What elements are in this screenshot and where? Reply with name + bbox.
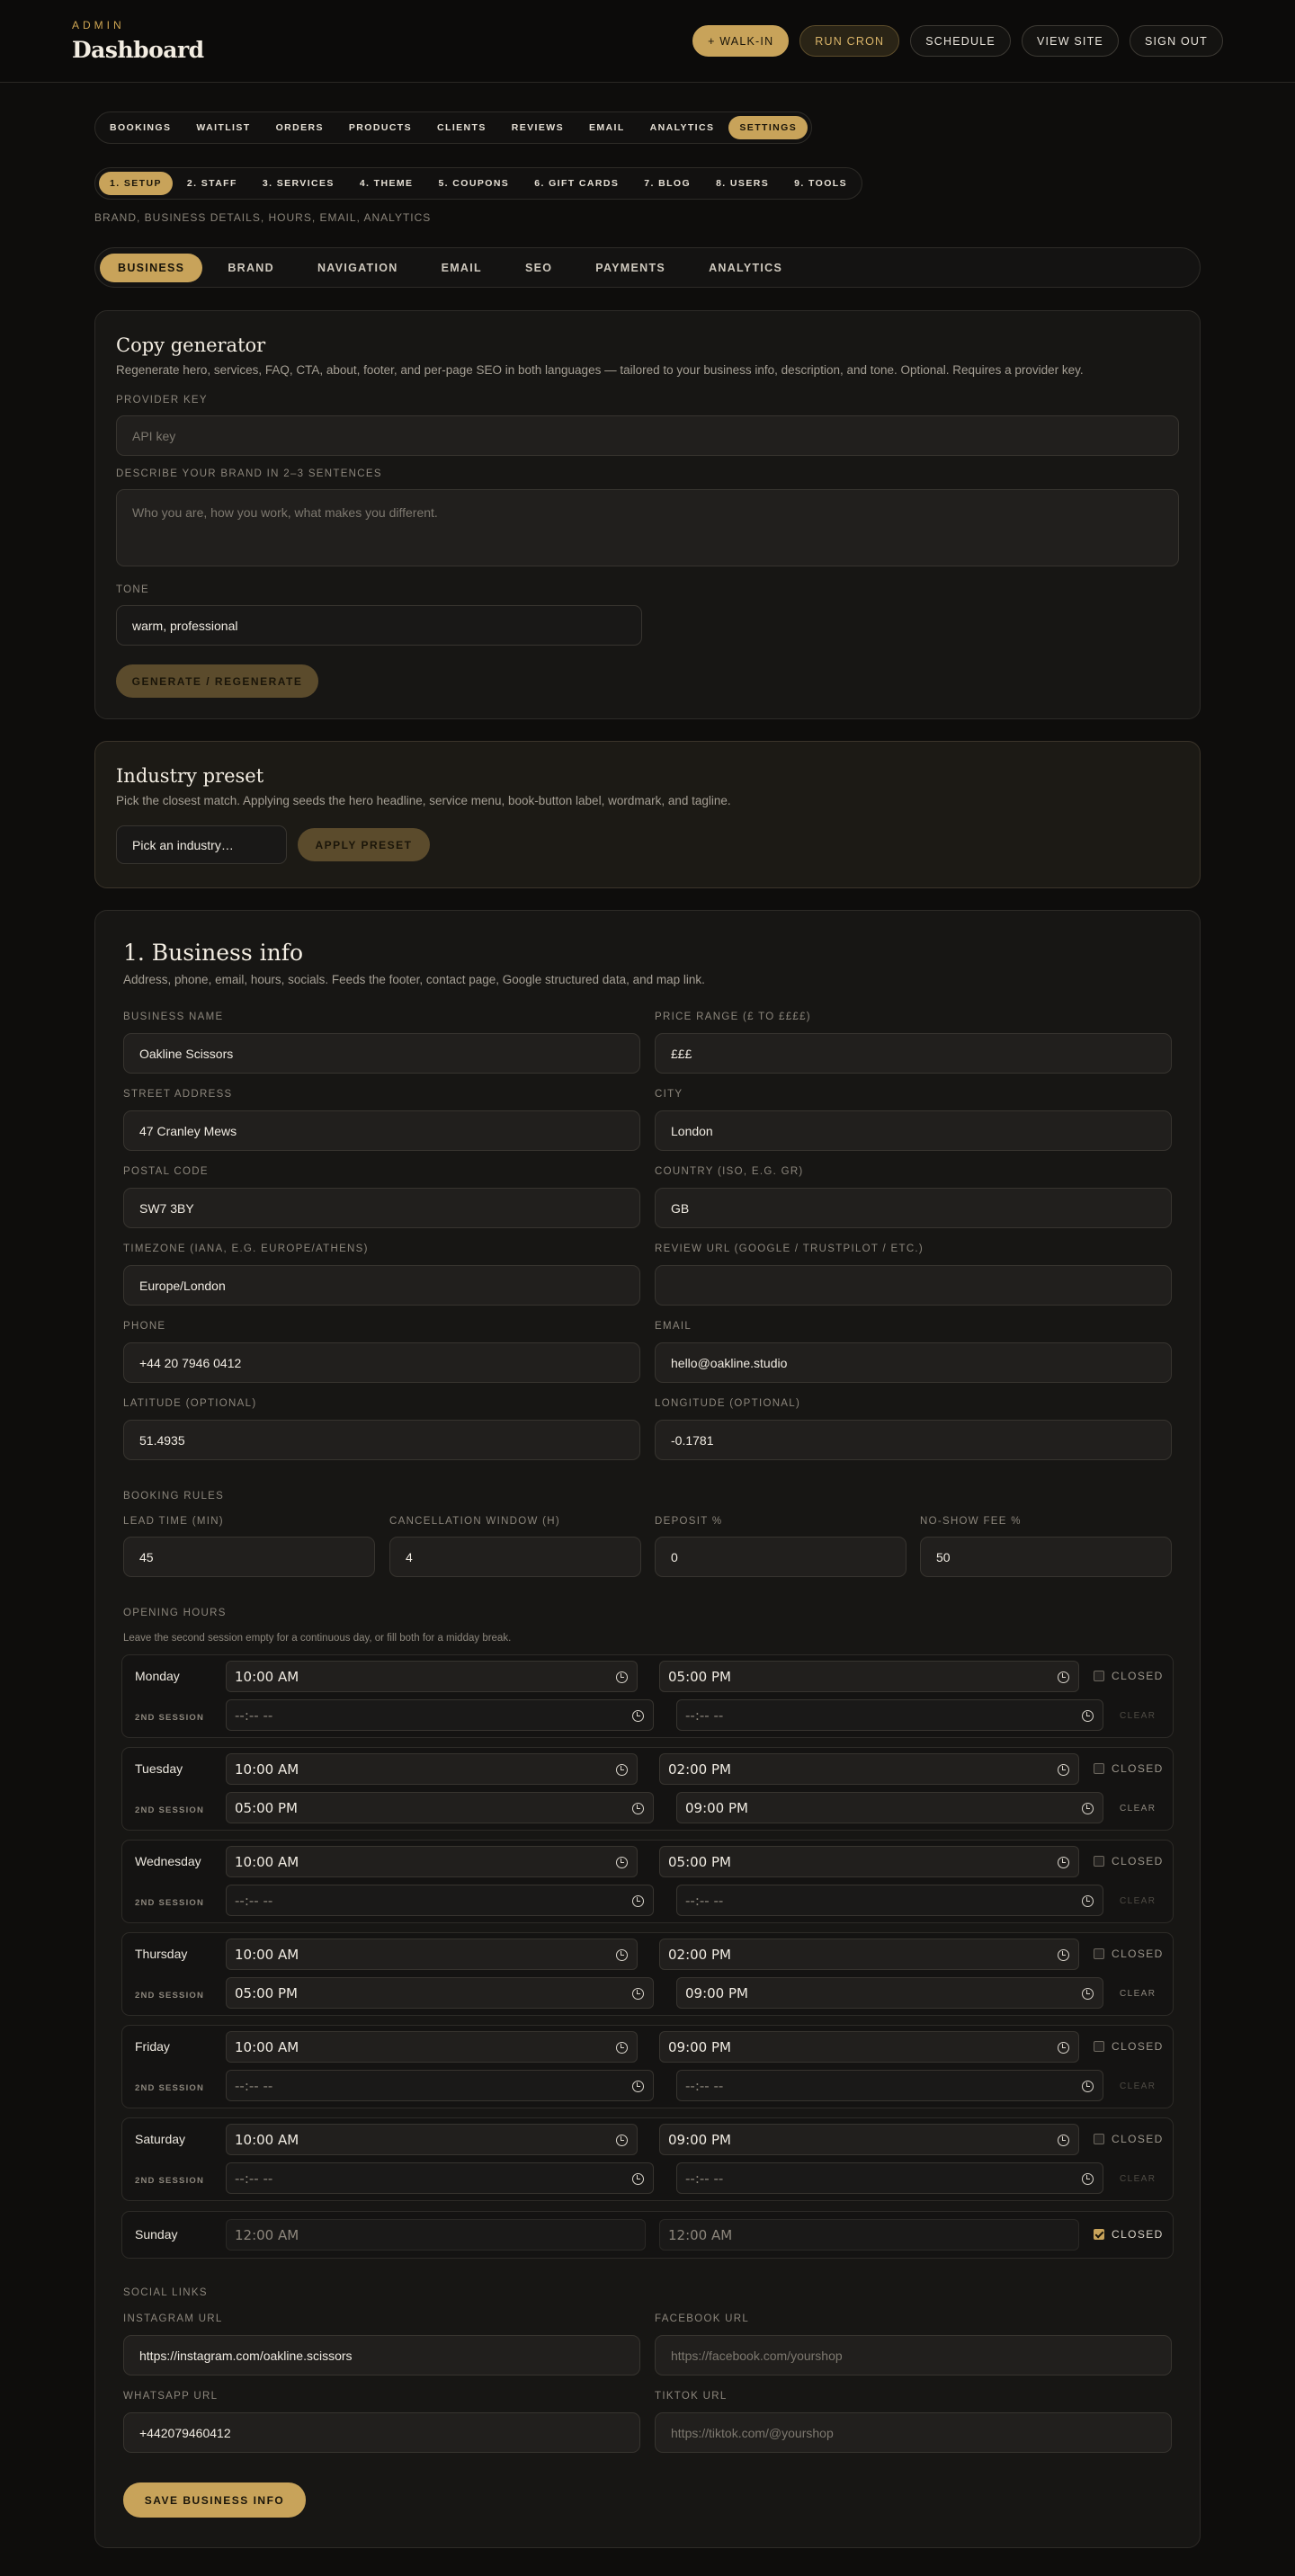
closed-toggle[interactable] (1094, 2133, 1164, 2145)
setup-sub-tabs (94, 247, 1201, 288)
day-row-sunday (121, 2211, 1174, 2259)
closed-checkbox[interactable] (1094, 1763, 1104, 1774)
closed-toggle[interactable] (1094, 1670, 1164, 1682)
country-input[interactable]: GB (655, 1188, 1172, 1228)
day-name: Monday (135, 1669, 180, 1683)
tiktok-input[interactable] (655, 2412, 1172, 2453)
day-name: Wednesday (135, 1854, 201, 1868)
close2-time-input[interactable] (676, 2162, 1103, 2194)
close2-time-value: 09:00 PM (685, 1799, 748, 1816)
close2-time-value: 09:00 PM (685, 1984, 748, 2001)
clear-button[interactable]: CLEAR (1120, 1711, 1157, 1721)
price-range-label: PRICE RANGE (£ TO ££££) (655, 1012, 811, 1022)
lead-time-input[interactable]: 45 (123, 1537, 375, 1577)
open2-time-input[interactable] (226, 1885, 654, 1916)
closed-label: CLOSED (1112, 1762, 1164, 1775)
schedule-button[interactable]: SCHEDULE (910, 25, 1011, 57)
industry-select[interactable]: Pick an industry… (116, 825, 287, 864)
open2-time-value: --:-- -- (235, 2077, 273, 2094)
timezone-input[interactable]: Europe/London (123, 1265, 640, 1306)
nav-orders[interactable]: ORDERS (275, 122, 324, 133)
booking-rules-heading: BOOKING RULES (123, 1491, 225, 1502)
clock-icon (616, 2042, 628, 2054)
provider-key-input[interactable] (116, 415, 1179, 456)
open2-time-value: --:-- -- (235, 1707, 273, 1724)
cancellation-label: CANCELLATION WINDOW (H) (389, 1516, 561, 1527)
closed-checkbox[interactable] (1094, 2229, 1104, 2240)
open2-time-input[interactable] (226, 2070, 654, 2101)
clock-icon (1082, 2081, 1094, 2092)
facebook-label: FACEBOOK URL (655, 2313, 750, 2324)
phone-input[interactable]: +44 20 7946 0412 (123, 1342, 640, 1383)
open-time-value: 10:00 AM (235, 1853, 299, 1870)
closed-toggle[interactable] (1094, 2228, 1164, 2241)
settings-tab-staff[interactable]: 2. STAFF (186, 178, 237, 189)
open2-time-input[interactable] (226, 1977, 654, 2009)
nav-bookings[interactable]: BOOKINGS (110, 122, 172, 133)
second-session-label: 2ND SESSION (135, 1898, 205, 1908)
open2-time-value: --:-- -- (235, 2170, 273, 2187)
open-time-value: 12:00 AM (235, 2226, 299, 2243)
close-time-value: 05:00 PM (668, 1853, 731, 1870)
closed-label: CLOSED (1112, 2228, 1164, 2241)
whatsapp-input[interactable]: +442079460412 (123, 2412, 640, 2453)
copy-generator-card (94, 310, 1201, 719)
close-time-value: 09:00 PM (668, 2131, 731, 2148)
open2-time-input[interactable] (226, 2162, 654, 2194)
setup-caption: BRAND, BUSINESS DETAILS, HOURS, EMAIL, ANALYTICS (94, 211, 432, 224)
open2-time-value: 05:00 PM (235, 1799, 298, 1816)
open-time-value: 10:00 AM (235, 1668, 299, 1685)
subtab-analytics[interactable]: ANALYTICS (709, 261, 783, 274)
clock-icon (1058, 1671, 1069, 1683)
close-time-value: 12:00 AM (668, 2226, 733, 2243)
clock-icon (1082, 1803, 1094, 1814)
closed-label: CLOSED (1112, 2133, 1164, 2145)
copy-generator-title: Copy generator (116, 334, 266, 356)
open-time-input[interactable] (226, 1939, 638, 1970)
settings-nav (94, 167, 862, 200)
clock-icon (1058, 1949, 1069, 1961)
noshow-label: NO-SHOW FEE % (920, 1516, 1022, 1527)
phone-label: PHONE (123, 1321, 166, 1332)
whatsapp-label: WHATSAPP URL (123, 2391, 219, 2402)
clock-icon (632, 1988, 644, 2000)
second-session-label: 2ND SESSION (135, 1805, 205, 1815)
close2-time-input[interactable] (676, 1977, 1103, 2009)
open-time-input[interactable] (226, 1753, 638, 1785)
page-title: Dashboard (72, 37, 204, 63)
close-time-value: 09:00 PM (668, 2038, 731, 2055)
day-row-friday (121, 2025, 1174, 2108)
clock-icon (632, 2081, 644, 2092)
clock-icon (632, 2173, 644, 2185)
provider-key-placeholder: API key (132, 428, 176, 443)
closed-label: CLOSED (1112, 2040, 1164, 2053)
close2-time-input[interactable] (676, 1699, 1103, 1731)
open-time-value: 10:00 AM (235, 1760, 299, 1778)
subtab-brand[interactable]: BRAND (228, 261, 274, 274)
close-time-input[interactable] (659, 1661, 1079, 1692)
close2-time-value: --:-- -- (685, 2170, 724, 2187)
close-time-input[interactable] (659, 2031, 1079, 2063)
longitude-label: LONGITUDE (OPTIONAL) (655, 1398, 801, 1409)
close2-time-value: --:-- -- (685, 1892, 724, 1909)
subtab-business[interactable]: BUSINESS (100, 254, 202, 282)
closed-label: CLOSED (1112, 1855, 1164, 1867)
deposit-input[interactable]: 0 (655, 1537, 906, 1577)
clear-button[interactable]: CLEAR (1120, 1804, 1157, 1814)
clock-icon (616, 1949, 628, 1961)
close-time-input[interactable] (659, 1846, 1079, 1877)
clock-icon (632, 1895, 644, 1907)
timezone-label: TIMEZONE (IANA, E.G. EUROPE/ATHENS) (123, 1243, 369, 1254)
clock-icon (1058, 1764, 1069, 1776)
closed-checkbox[interactable] (1094, 1856, 1104, 1867)
open-time-input[interactable] (226, 1661, 638, 1692)
clock-icon (1058, 1857, 1069, 1868)
latitude-label: LATITUDE (OPTIONAL) (123, 1398, 257, 1409)
nav-analytics[interactable]: ANALYTICS (649, 122, 715, 133)
business-name-input[interactable]: Oakline Scissors (123, 1033, 640, 1074)
industry-preset-subtitle: Pick the closest match. Applying seeds the hero headline, service menu, book-button label, wordmark, and tagline. (116, 794, 731, 807)
nav-reviews[interactable]: REVIEWS (511, 122, 564, 133)
day-name: Tuesday (135, 1761, 183, 1776)
industry-preset-title: Industry preset (116, 765, 264, 787)
describe-brand-placeholder: Who you are, how you work, what makes you different. (132, 505, 438, 520)
clock-icon (1082, 1988, 1094, 2000)
facebook-input[interactable] (655, 2335, 1172, 2375)
clock-icon (1082, 1710, 1094, 1722)
open-time-input[interactable] (226, 1846, 638, 1877)
clock-icon (1058, 2042, 1069, 2054)
provider-key-label: PROVIDER KEY (116, 395, 208, 406)
tiktok-placeholder: https://tiktok.com/@yourshop (671, 2425, 834, 2440)
email-label: EMAIL (655, 1321, 692, 1332)
price-range-input[interactable]: £££ (655, 1033, 1172, 1074)
postal-input[interactable]: SW7 3BY (123, 1188, 640, 1228)
email-input[interactable]: hello@oakline.studio (655, 1342, 1172, 1383)
latitude-input[interactable]: 51.4935 (123, 1420, 640, 1460)
deposit-label: DEPOSIT % (655, 1516, 723, 1527)
closed-label: CLOSED (1112, 1948, 1164, 1960)
closed-checkbox[interactable] (1094, 2041, 1104, 2052)
clear-button[interactable]: CLEAR (1120, 1989, 1157, 1999)
review-url-input[interactable] (655, 1265, 1172, 1306)
tone-label: TONE (116, 584, 149, 595)
view-site-button[interactable]: VIEW SITE (1022, 25, 1119, 57)
close-time-value: 02:00 PM (668, 1946, 731, 1963)
clear-button[interactable]: CLEAR (1120, 1896, 1157, 1906)
open-time-input[interactable] (226, 2219, 646, 2251)
clock-icon (632, 1710, 644, 1722)
close-time-input[interactable] (659, 1939, 1079, 1970)
settings-tab-services[interactable]: 3. SERVICES (262, 178, 335, 189)
walk-in-button[interactable]: + WALK-IN (692, 25, 789, 57)
subtab-seo[interactable]: SEO (524, 261, 553, 274)
nav-settings[interactable]: SETTINGS (728, 116, 808, 139)
instagram-label: INSTAGRAM URL (123, 2313, 223, 2324)
closed-toggle[interactable] (1094, 1855, 1164, 1867)
clear-button[interactable]: CLEAR (1120, 2174, 1157, 2184)
opening-hours-heading: OPENING HOURS (123, 1608, 227, 1618)
day-name: Saturday (135, 2132, 186, 2146)
cancellation-input[interactable]: 4 (389, 1537, 641, 1577)
subtab-email[interactable]: EMAIL (441, 261, 482, 274)
day-row-monday (121, 1654, 1174, 1738)
nav-products[interactable]: PRODUCTS (348, 122, 413, 133)
tiktok-label: TIKTOK URL (655, 2391, 728, 2402)
nav-email[interactable]: EMAIL (588, 122, 625, 133)
street-label: STREET ADDRESS (123, 1089, 233, 1100)
open2-time-input[interactable] (226, 1792, 654, 1823)
subtab-navigation[interactable]: NAVIGATION (317, 261, 398, 274)
business-name-label: BUSINESS NAME (123, 1012, 224, 1022)
close2-time-value: --:-- -- (685, 2077, 724, 2094)
day-row-saturday (121, 2117, 1174, 2201)
social-links-heading: SOCIAL LINKS (123, 2287, 208, 2298)
clock-icon (632, 1803, 644, 1814)
top-bar (0, 0, 1295, 83)
admin-eyebrow: ADMIN (72, 19, 125, 31)
open-time-value: 10:00 AM (235, 2131, 299, 2148)
closed-checkbox[interactable] (1094, 2134, 1104, 2144)
clock-icon (616, 2135, 628, 2146)
day-name: Thursday (135, 1947, 188, 1961)
street-input[interactable]: 47 Cranley Mews (123, 1110, 640, 1151)
clock-icon (616, 1764, 628, 1776)
second-session-label: 2ND SESSION (135, 1991, 205, 2001)
close-time-input[interactable] (659, 2124, 1079, 2155)
main-nav (94, 111, 812, 144)
day-name: Friday (135, 2039, 170, 2054)
close-time-value: 02:00 PM (668, 1760, 731, 1778)
settings-tab-theme[interactable]: 4. THEME (359, 178, 414, 189)
nav-clients[interactable]: CLIENTS (437, 122, 487, 133)
review-url-label: REVIEW URL (GOOGLE / TRUSTPILOT / ETC.) (655, 1243, 924, 1254)
close2-time-value: --:-- -- (685, 1707, 724, 1724)
clock-icon (1058, 2135, 1069, 2146)
second-session-label: 2ND SESSION (135, 1713, 205, 1723)
day-row-thursday (121, 1932, 1174, 2016)
apply-preset-button[interactable]: APPLY PRESET (298, 828, 430, 861)
settings-tab-blog[interactable]: 7. BLOG (644, 178, 692, 189)
instagram-input[interactable]: https://instagram.com/oakline.scissors (123, 2335, 640, 2375)
close2-time-input[interactable] (676, 2070, 1103, 2101)
clear-button[interactable]: CLEAR (1120, 2081, 1157, 2091)
settings-tab-coupons[interactable]: 5. COUPONS (438, 178, 510, 189)
business-info-title: 1. Business info (123, 940, 303, 966)
day-name: Sunday (135, 2227, 178, 2242)
sign-out-button[interactable]: SIGN OUT (1130, 25, 1223, 57)
second-session-label: 2ND SESSION (135, 2083, 205, 2093)
open-time-input[interactable] (226, 2124, 638, 2155)
clock-icon (1082, 1895, 1094, 1907)
run-cron-button[interactable]: RUN CRON (799, 25, 899, 57)
close-time-value: 05:00 PM (668, 1668, 731, 1685)
industry-preset-card (94, 741, 1201, 888)
lead-time-label: LEAD TIME (MIN) (123, 1516, 224, 1527)
closed-toggle[interactable] (1094, 1948, 1164, 1960)
nav-waitlist[interactable]: WAITLIST (196, 122, 251, 133)
noshow-input[interactable]: 50 (920, 1537, 1172, 1577)
close2-time-input[interactable] (676, 1885, 1103, 1916)
open2-time-input[interactable] (226, 1699, 654, 1731)
business-info-subtitle: Address, phone, email, hours, socials. Feeds the footer, contact page, Google structured data, and map link. (123, 973, 705, 986)
clock-icon (616, 1857, 628, 1868)
settings-tab-setup[interactable]: 1. SETUP (99, 172, 173, 195)
closed-toggle[interactable] (1094, 1762, 1164, 1775)
settings-tab-users[interactable]: 8. USERS (716, 178, 770, 189)
day-row-tuesday (121, 1747, 1174, 1831)
open2-time-value: 05:00 PM (235, 1984, 298, 2001)
subtab-payments[interactable]: PAYMENTS (595, 261, 666, 274)
open-time-value: 10:00 AM (235, 1946, 299, 1963)
closed-checkbox[interactable] (1094, 1671, 1104, 1681)
settings-tab-gift-cards[interactable]: 6. GIFT CARDS (534, 178, 620, 189)
generate-button[interactable]: GENERATE / REGENERATE (116, 664, 318, 698)
open-time-input[interactable] (226, 2031, 638, 2063)
save-business-info-button[interactable]: SAVE BUSINESS INFO (123, 2482, 306, 2518)
city-input[interactable]: London (655, 1110, 1172, 1151)
closed-checkbox[interactable] (1094, 1948, 1104, 1959)
close-time-input[interactable] (659, 1753, 1079, 1785)
open2-time-value: --:-- -- (235, 1892, 273, 1909)
clock-icon (616, 1671, 628, 1683)
tone-input[interactable]: warm, professional (116, 605, 642, 646)
describe-brand-textarea[interactable] (116, 489, 1179, 566)
postal-label: POSTAL CODE (123, 1166, 209, 1177)
copy-generator-subtitle: Regenerate hero, services, FAQ, CTA, about, footer, and per-page SEO in both languages — tailored to your business info, description, and tone. Optional. Requires a provider key. (116, 363, 1084, 377)
describe-brand-label: DESCRIBE YOUR BRAND IN 2–3 SENTENCES (116, 468, 382, 479)
settings-tab-tools[interactable]: 9. TOOLS (794, 178, 847, 189)
country-label: COUNTRY (ISO, E.G. GR) (655, 1166, 804, 1177)
second-session-label: 2ND SESSION (135, 2176, 205, 2186)
close-time-input[interactable] (659, 2219, 1079, 2251)
facebook-placeholder: https://facebook.com/yourshop (671, 2348, 843, 2363)
opening-hours-hint: Leave the second session empty for a continuous day, or fill both for a midday break. (123, 1633, 512, 1644)
closed-label: CLOSED (1112, 1670, 1164, 1682)
clock-icon (1082, 2173, 1094, 2185)
day-row-wednesday (121, 1840, 1174, 1923)
header-actions (692, 25, 1223, 57)
open-time-value: 10:00 AM (235, 2038, 299, 2055)
city-label: CITY (655, 1089, 683, 1100)
longitude-input[interactable]: -0.1781 (655, 1420, 1172, 1460)
closed-toggle[interactable] (1094, 2040, 1164, 2053)
close2-time-input[interactable] (676, 1792, 1103, 1823)
